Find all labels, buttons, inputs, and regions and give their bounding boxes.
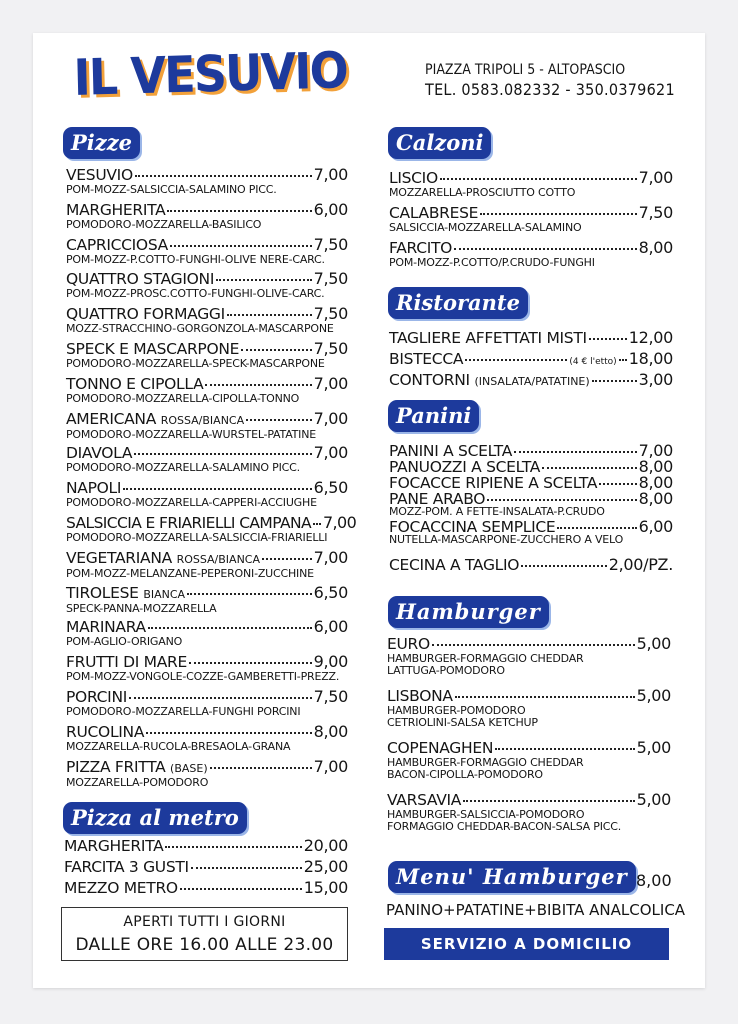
ristorante-item bbox=[389, 329, 673, 350]
hamburger-item bbox=[387, 687, 671, 739]
metro-item bbox=[64, 858, 348, 879]
ristorante-name: CONTORNI bbox=[389, 371, 470, 389]
hamburger-ingredients: BACON-CIPOLLA-POMODORO bbox=[387, 769, 543, 781]
panino-name: FOCACCINA SEMPLICE bbox=[389, 518, 556, 536]
opening-days: APERTI TUTTI I GIORNI bbox=[123, 914, 286, 930]
calzone-price: 8,00 bbox=[638, 237, 673, 257]
panino-price: 8,00 bbox=[638, 489, 673, 508]
hamburger-name: COPENAGHEN bbox=[387, 739, 494, 757]
cecina-item bbox=[389, 556, 673, 576]
panino-price: 8,00 bbox=[638, 473, 673, 492]
address: PIAZZA TRIPOLI 5 - ALTOPASCIO bbox=[425, 62, 626, 78]
section-title-pizze: Pizze bbox=[63, 127, 140, 159]
pizza-item bbox=[66, 270, 348, 305]
panino-item bbox=[389, 518, 673, 534]
pizza-price: 7,50 bbox=[313, 269, 348, 289]
opening-times: DALLE ORE 16.00 ALLE 23.00 bbox=[75, 935, 334, 955]
metro-name: FARCITA 3 GUSTI bbox=[64, 858, 189, 876]
pizza-item bbox=[66, 340, 348, 375]
ristorante-item bbox=[389, 371, 673, 392]
panino-name: PANE ARABO bbox=[389, 490, 486, 508]
panino-item bbox=[389, 490, 673, 506]
pizza-item bbox=[66, 758, 348, 793]
pizza-ingredients: POM-MOZZ-P.COTTO-FUNGHI-OLIVE NERE-CARC. bbox=[66, 253, 325, 266]
pizza-name: PIZZA FRITTA bbox=[66, 757, 166, 776]
pizza-price: 7,00 bbox=[313, 165, 348, 184]
hamburger-item bbox=[387, 635, 671, 687]
pizza-name: CAPRICCIOSA bbox=[66, 235, 168, 254]
pizza-name: AMERICANA bbox=[66, 409, 157, 428]
metro-name: MEZZO METRO bbox=[64, 879, 178, 897]
hamburger-price: 5,00 bbox=[636, 790, 671, 809]
hamburger-price: 5,00 bbox=[636, 738, 671, 757]
metro-list bbox=[64, 837, 348, 900]
pizza-price: 7,50 bbox=[313, 338, 348, 358]
pizza-price: 7,00 bbox=[322, 512, 357, 532]
hamburger-ingredients: LATTUGA-POMODORO bbox=[387, 665, 505, 677]
pizza-name: SPECK E MASCARPONE bbox=[66, 339, 240, 358]
metro-price: 25,00 bbox=[303, 857, 348, 876]
pizza-name: VEGETARIANA bbox=[66, 548, 172, 567]
metro-item bbox=[64, 879, 348, 900]
section-title-pizza-al-metro: Pizza al metro bbox=[63, 802, 247, 834]
panino-name: PANINI A SCELTA bbox=[389, 442, 513, 460]
pizza-name: QUATTRO FORMAGGI bbox=[66, 305, 225, 324]
pizza-price: 9,00 bbox=[313, 652, 348, 672]
restaurant-logo: IL VESUVIO bbox=[72, 41, 348, 107]
pizza-price: 7,00 bbox=[313, 756, 348, 776]
pizza-item bbox=[66, 549, 348, 584]
pizza-price: 7,00 bbox=[313, 408, 348, 428]
cecina-name: CECINA A TAGLIO bbox=[389, 556, 520, 574]
ristorante-name: TAGLIERE AFFETTATI MISTI bbox=[389, 329, 587, 347]
panino-price: 6,00 bbox=[638, 517, 673, 536]
hamburger-price: 5,00 bbox=[636, 686, 671, 705]
section-title-menu-hamburger: Menu' Hamburger bbox=[388, 861, 636, 893]
pizza-ingredients: MOZZARELLA-RUCOLA-BRESAOLA-GRANA bbox=[66, 740, 291, 753]
pizza-item bbox=[66, 410, 348, 445]
hamburger-list bbox=[387, 635, 671, 843]
metro-item bbox=[64, 837, 348, 858]
contact-block bbox=[425, 61, 675, 99]
pizza-price: 7,50 bbox=[313, 234, 348, 254]
pizza-ingredients: POMODORO-MOZZARELLA-SPECK-MASCARPONE bbox=[66, 357, 325, 370]
section-title-panini: Panini bbox=[388, 400, 479, 432]
pizza-item bbox=[66, 305, 348, 340]
hamburger-ingredients: CETRIOLINI-SALSA KETCHUP bbox=[387, 717, 538, 729]
pizza-ingredients: MOZZ-STRACCHINO-GORGONZOLA-MASCARPONE bbox=[66, 323, 334, 336]
panino-name: PANUOZZI A SCELTA bbox=[389, 458, 541, 476]
pizza-price: 6,00 bbox=[313, 199, 348, 219]
pizza-variant: ROSSA/BIANCA bbox=[176, 552, 261, 566]
hamburger-price: 5,00 bbox=[636, 634, 671, 653]
section-title-ristorante: Ristorante bbox=[388, 287, 528, 319]
pizza-price: 7,50 bbox=[313, 686, 348, 706]
pizza-ingredients: POMODORO-MOZZARELLA-CIPOLLA-TONNO bbox=[66, 392, 300, 405]
panino-ingredients: MOZZ-POM. A FETTE-INSALATA-P.CRUDO bbox=[389, 506, 605, 518]
pizza-item bbox=[66, 584, 348, 619]
pizza-name: RUCOLINA bbox=[66, 722, 145, 741]
pizza-ingredients: POM-MOZZ-PROSC.COTTO-FUNGHI-OLIVE-CARC. bbox=[66, 288, 325, 301]
pizza-ingredients: POMODORO-MOZZARELLA-SALAMINO PICC. bbox=[66, 462, 300, 475]
pizza-name: PORCINI bbox=[66, 687, 128, 706]
pizza-name: FRUTTI DI MARE bbox=[66, 653, 187, 672]
pizza-price: 6,00 bbox=[313, 617, 348, 637]
panino-item bbox=[389, 474, 673, 490]
pizza-variant: ROSSA/BIANCA bbox=[160, 413, 245, 427]
metro-price: 20,00 bbox=[303, 836, 348, 855]
pizze-list bbox=[66, 165, 357, 792]
pizza-ingredients: POMODORO-MOZZARELLA-WURSTEL-PATATINE bbox=[66, 428, 317, 441]
metro-price: 15,00 bbox=[303, 878, 348, 897]
hamburger-item bbox=[387, 739, 671, 791]
pizza-ingredients: MOZZARELLA-POMODORO bbox=[66, 776, 209, 789]
pizza-name: TIROLESE bbox=[66, 583, 139, 602]
hamburger-name: LISBONA bbox=[387, 687, 453, 705]
hamburger-name: EURO bbox=[387, 635, 430, 653]
menu-hamburger-price: 8,00 bbox=[636, 871, 672, 890]
price-note: (4 € l'etto) bbox=[569, 357, 617, 367]
panini-list bbox=[389, 442, 673, 576]
opening-hours-box bbox=[61, 907, 348, 961]
hamburger-ingredients: HAMBURGER-POMODORO bbox=[387, 705, 526, 717]
pizza-name: SALSICCIA E FRIARIELLI CAMPANA bbox=[66, 513, 311, 532]
calzone-item bbox=[389, 239, 673, 274]
pizza-price: 8,00 bbox=[313, 721, 348, 741]
calzone-price: 7,50 bbox=[638, 202, 673, 222]
pizza-name: VESUVIO bbox=[66, 166, 133, 184]
calzone-ingredients: MOZZARELLA-PROSCIUTTO COTTO bbox=[389, 187, 576, 199]
pizza-name: DIAVOLA bbox=[66, 444, 133, 463]
section-title-hamburger: Hamburger bbox=[388, 596, 549, 628]
pizza-item bbox=[66, 236, 348, 271]
hamburger-ingredients: HAMBURGER-FORMAGGIO CHEDDAR bbox=[387, 653, 584, 665]
ristorante-name: BISTECCA bbox=[389, 350, 464, 368]
pizza-item bbox=[66, 166, 348, 201]
panino-name: FOCACCE RIPIENE A SCELTA bbox=[389, 474, 598, 492]
pizza-name: MARGHERITA bbox=[66, 200, 166, 219]
hamburger-ingredients: FORMAGGIO CHEDDAR-BACON-SALSA PICC. bbox=[387, 821, 622, 833]
pizza-name: QUATTRO STAGIONI bbox=[66, 270, 215, 289]
ristorante-item bbox=[389, 350, 673, 371]
pizza-ingredients: POMODORO-MOZZARELLA-SALSICCIA-FRIARIELLI bbox=[66, 531, 328, 544]
panino-price: 7,00 bbox=[638, 441, 673, 460]
pizza-ingredients: POMODORO-MOZZARELLA-FUNGHI PORCINI bbox=[66, 705, 301, 718]
pizza-ingredients: POM-MOZZ-MELANZANE-PEPERONI-ZUCCHINE bbox=[66, 567, 314, 580]
ristorante-variant: (INSALATA/PATATINE) bbox=[474, 375, 590, 388]
pizza-item bbox=[66, 444, 348, 479]
pizza-item bbox=[66, 201, 348, 236]
pizza-item bbox=[66, 479, 348, 514]
calzone-item bbox=[389, 169, 673, 204]
pizza-price: 7,00 bbox=[313, 373, 348, 393]
panino-item bbox=[389, 458, 673, 474]
calzoni-list bbox=[389, 169, 673, 273]
hamburger-ingredients: HAMBURGER-SALSICCIA-POMODORO bbox=[387, 809, 585, 821]
cecina-price: 2,00/PZ. bbox=[608, 555, 673, 574]
pizza-price: 6,50 bbox=[313, 582, 348, 602]
ristorante-price: 18,00 bbox=[628, 349, 673, 368]
pizza-item bbox=[66, 723, 348, 758]
panino-ingredients: NUTELLA-MASCARPONE-ZUCCHERO A VELO bbox=[389, 534, 624, 546]
pizza-variant: BIANCA bbox=[143, 587, 186, 601]
phone-numbers: TEL. 0583.082332 - 350.0379621 bbox=[425, 80, 675, 99]
hamburger-name: VARSAVIA bbox=[387, 791, 462, 809]
section-title-calzoni: Calzoni bbox=[388, 127, 491, 159]
pizza-item bbox=[66, 653, 348, 688]
ristorante-price: 12,00 bbox=[628, 328, 673, 347]
calzone-ingredients: SALSICCIA-MOZZARELLA-SALAMINO bbox=[389, 221, 582, 234]
hamburger-ingredients: HAMBURGER-FORMAGGIO CHEDDAR bbox=[387, 757, 584, 769]
pizza-price: 6,50 bbox=[313, 478, 348, 498]
panino-item bbox=[389, 442, 673, 458]
pizza-ingredients: POM-MOZZ-SALSICCIA-SALAMINO PICC. bbox=[66, 184, 277, 196]
pizza-ingredients: POMODORO-MOZZARELLA-CAPPERI-ACCIUGHE bbox=[66, 497, 317, 510]
pizza-name: TONNO E CIPOLLA bbox=[66, 374, 204, 393]
pizza-item bbox=[66, 375, 348, 410]
calzone-name: LISCIO bbox=[389, 169, 438, 187]
pizza-price: 7,00 bbox=[313, 443, 348, 463]
menu-page bbox=[33, 33, 705, 988]
menu-hamburger-description: PANINO+PATATINE+BIBITA ANALCOLICA bbox=[386, 901, 686, 919]
ristorante-list bbox=[389, 329, 673, 392]
calzone-item bbox=[389, 204, 673, 239]
calzone-price: 7,00 bbox=[638, 168, 673, 187]
pizza-ingredients: POM-AGLIO-ORIGANO bbox=[66, 636, 183, 649]
calzone-name: FARCITO bbox=[389, 238, 453, 257]
pizza-price: 7,00 bbox=[313, 547, 348, 567]
calzone-ingredients: POM-MOZZ-P.COTTO/P.CRUDO-FUNGHI bbox=[389, 256, 595, 269]
panino-price: 8,00 bbox=[638, 457, 673, 476]
hamburger-item bbox=[387, 791, 671, 843]
pizza-item bbox=[66, 688, 348, 723]
pizza-ingredients: POMODORO-MOZZARELLA-BASILICO bbox=[66, 218, 262, 231]
home-delivery-banner: SERVIZIO A DOMICILIO bbox=[384, 928, 669, 960]
pizza-price: 7,50 bbox=[313, 304, 348, 324]
pizza-variant: (BASE) bbox=[170, 761, 208, 775]
ristorante-price: 3,00 bbox=[638, 370, 673, 389]
calzone-name: CALABRESE bbox=[389, 203, 479, 222]
pizza-name: MARINARA bbox=[66, 618, 146, 637]
pizza-item bbox=[66, 512, 357, 549]
pizza-name: NAPOLI bbox=[66, 479, 122, 498]
metro-name: MARGHERITA bbox=[64, 837, 164, 855]
pizza-ingredients: SPECK-PANNA-MOZZARELLA bbox=[66, 602, 217, 615]
pizza-item bbox=[66, 618, 348, 653]
pizza-ingredients: POM-MOZZ-VONGOLE-COZZE-GAMBERETTI-PREZZ. bbox=[66, 671, 340, 684]
